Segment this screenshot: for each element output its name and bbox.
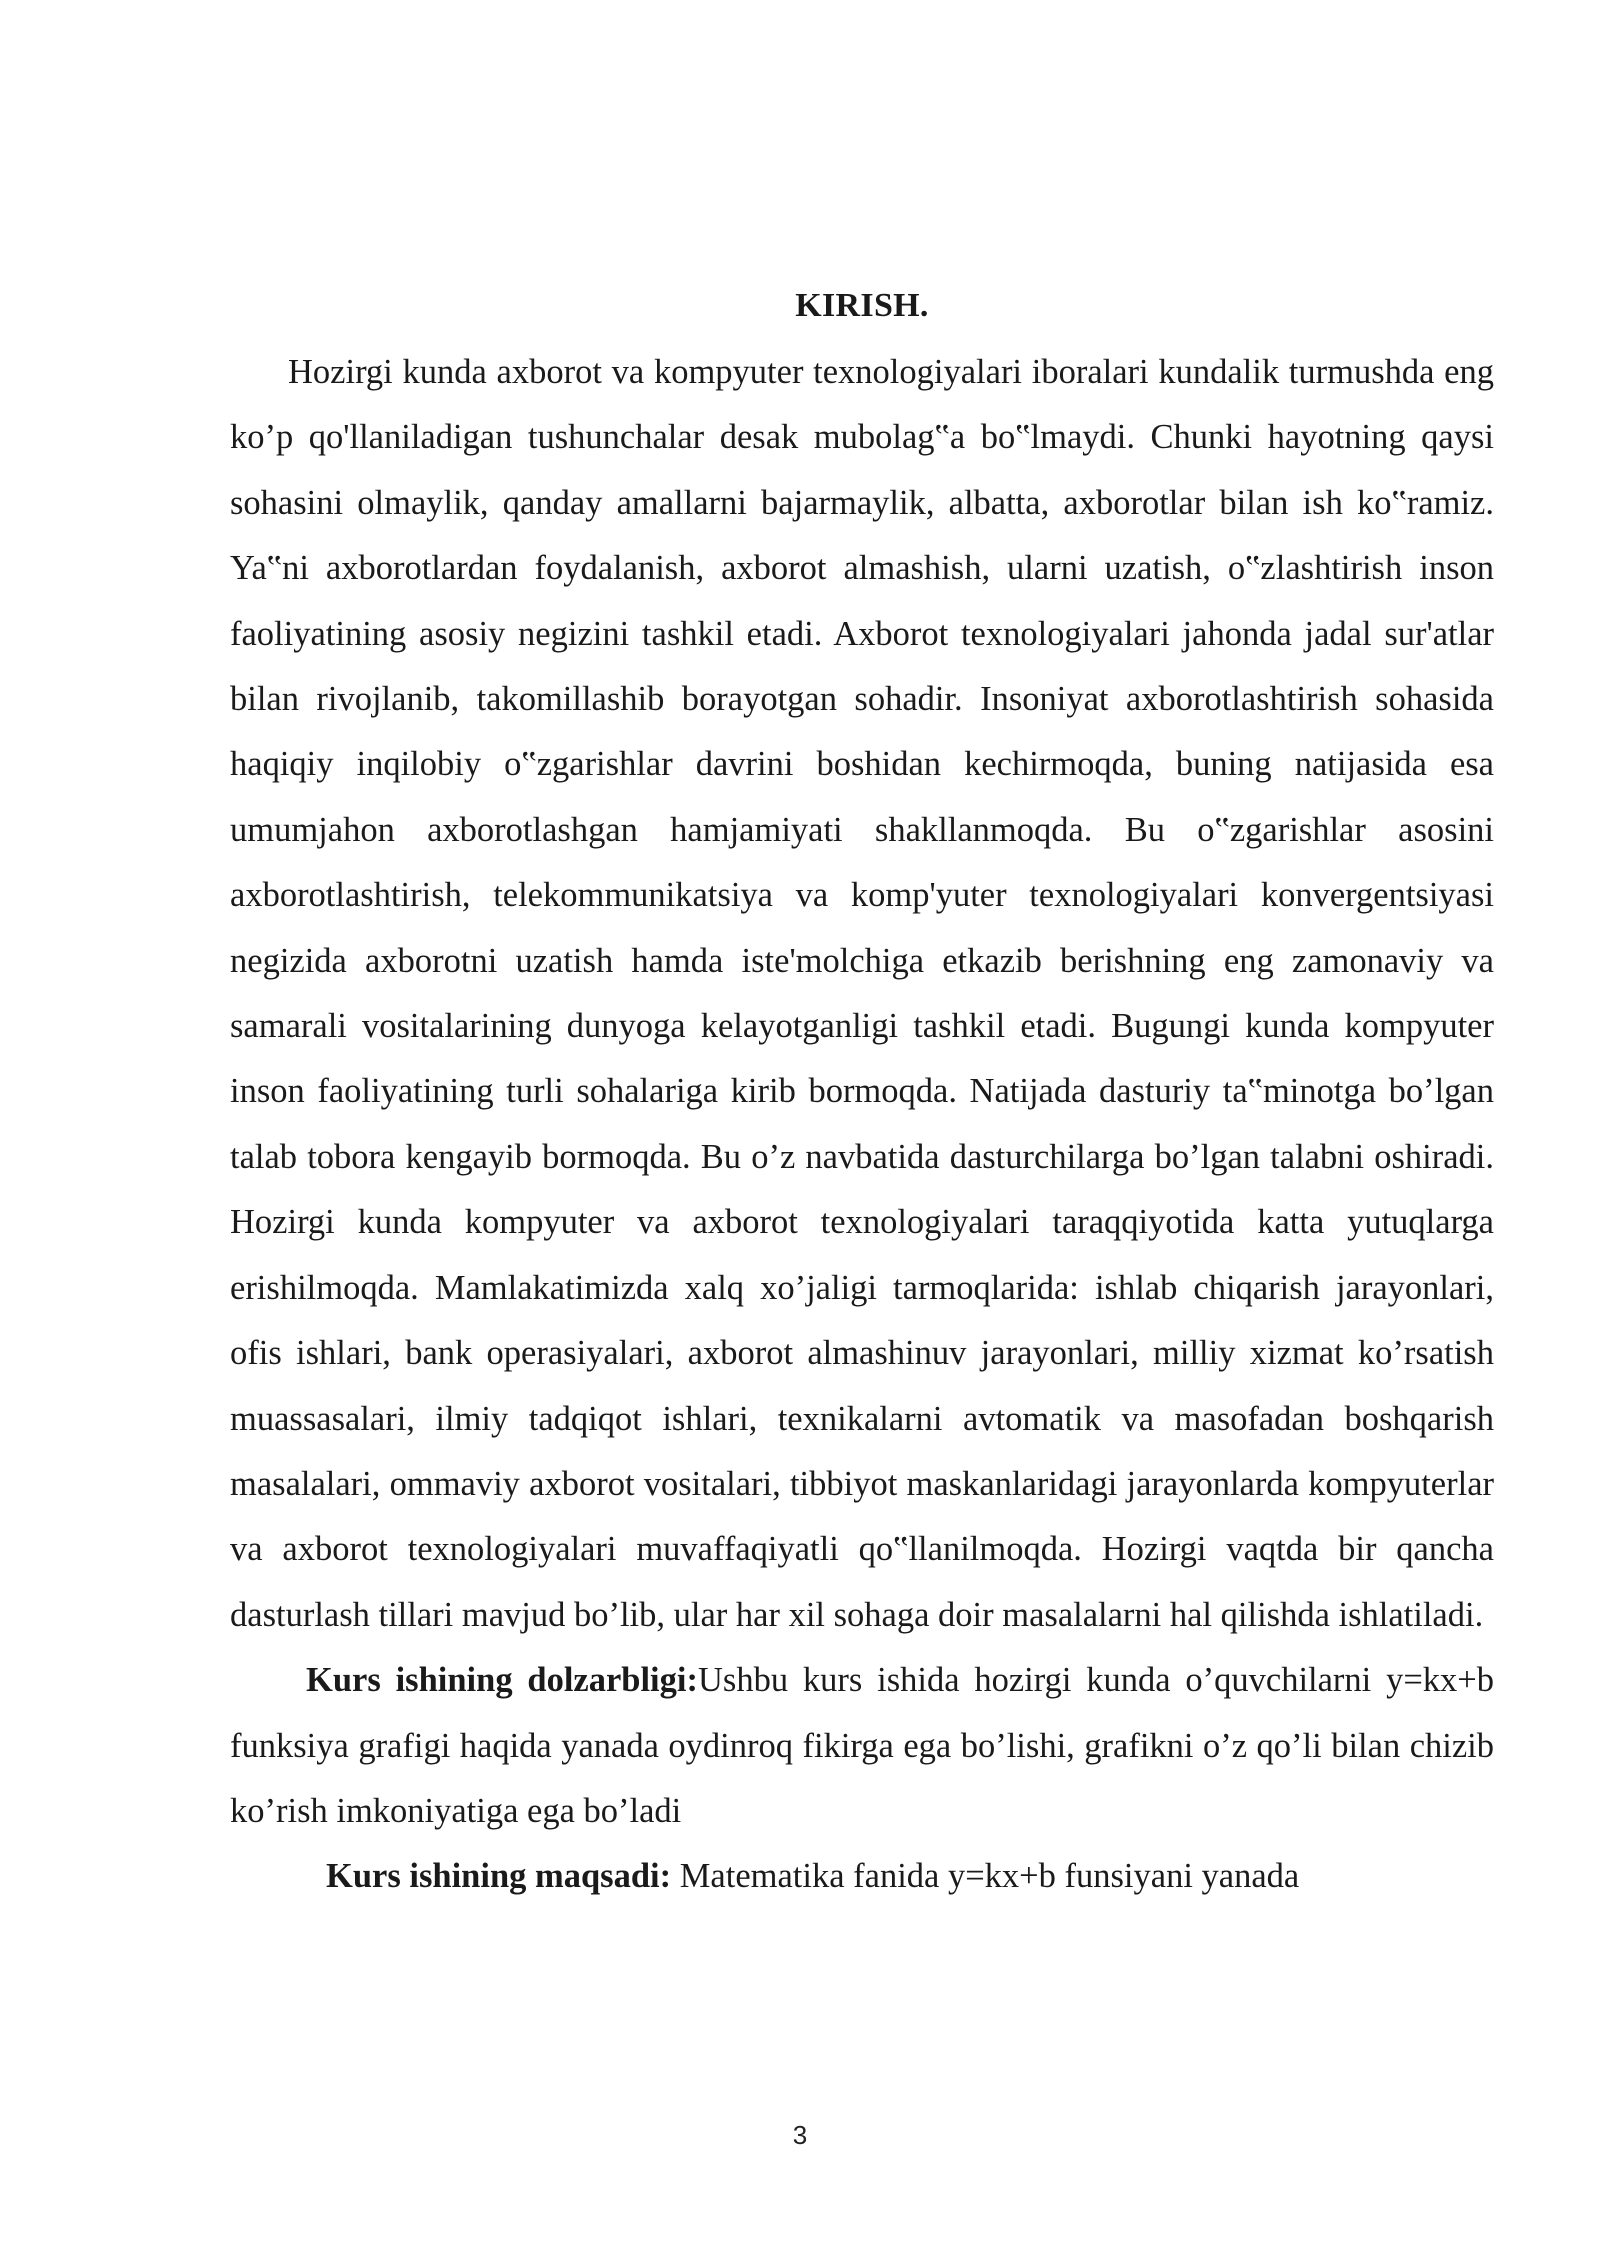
document-page — [230, 286, 1494, 1910]
relevance-text: Ushbu kurs ishida hozirgi kunda o’quvchilarni y=kx+b funksiya grafigi haqida yanada oydinroq fikirga ega bo’lishi, grafikni o’z qo’li bilan chizib ko’rish imkoniyatiga ega bo’ladi — [230, 1661, 1494, 1830]
section-title: KIRISH. — [795, 287, 929, 324]
goal-paragraph — [230, 1844, 1494, 1909]
goal-label: Kurs ishining maqsadi: — [326, 1857, 672, 1896]
intro-paragraph: Hozirgi kunda axborot va kompyuter texnologiyalari iboralari kundalik turmushda eng ko’p qo'llaniladigan tushunchalar desak mubolag‟a bo‟lmaydi. Chunki hayotning qaysi sohasini olmaylik, qanday amallarni bajarmaylik, albatta, axborotlar bilan ish ko‟ramiz. Ya‟ni axborotlardan foydalanish, axborot almashish, ularni uzatish, o‟zlashtirish inson faoliyatining asosiy negizini tashkil etadi. Axborot texnologiyalari jahonda jadal sur'atlar bilan rivojlanib, takomillashib borayotgan sohadir. Insoniyat axborotlashtirish sohasida haqiqiy inqilobiy o‟zgarishlar davrini boshidan kechirmoqda, buning natijasida esa umumjahon axborotlashgan hamjamiyati shakllanmoqda. Bu o‟zgarishlar asosini axborotlashtirish, telekommunikatsiya va komp'yuter texnologiyalari konvergentsiyasi negizida axborotni uzatish hamda iste'molchiga etkazib berishning eng zamonaviy va samarali vositalarining dunyoga kelayotganligi tashkil etadi. Bugungi kunda kompyuter inson faoliyatining turli sohalariga kirib bormoqda. Natijada dasturiy ta‟minotga bo’lgan talab tobora kengayib bormoqda. Bu o’z navbatida dasturchilarga bo’lgan talabni oshiradi. Hozirgi kunda kompyuter va axborot texnologiyalari taraqqiyotida katta yutuqlarga erishilmoqda. Mamlakatimizda xalq xo’jaligi tarmoqlarida: ishlab chiqarish jarayonlari, ofis ishlari, bank operasiyalari, axborot almashinuv jarayonlari, milliy xizmat ko’rsatish muassasalari, ilmiy tadqiqot ishlari, texnikalarni avtomatik va masofadan boshqarish masalalari, ommaviy axborot vositalari, tibbiyot maskanlaridagi jarayonlarda kompyuterlar va axborot texnologiyalari muvaffaqiyatli qo‟llanilmoqda. Hozirgi vaqtda bir qancha dasturlash tillari mavjud bo’lib, ular har xil sohaga doir masalalarni hal qilishda ishlatiladi. — [230, 353, 1494, 1634]
goal-text: Matematika fanida y=kx+b funsiyani yanada — [671, 1857, 1300, 1896]
relevance-label: Kurs ishining dolzarbligi: — [306, 1661, 698, 1700]
relevance-paragraph — [230, 1648, 1494, 1844]
page-number: 3 — [792, 2120, 808, 2150]
